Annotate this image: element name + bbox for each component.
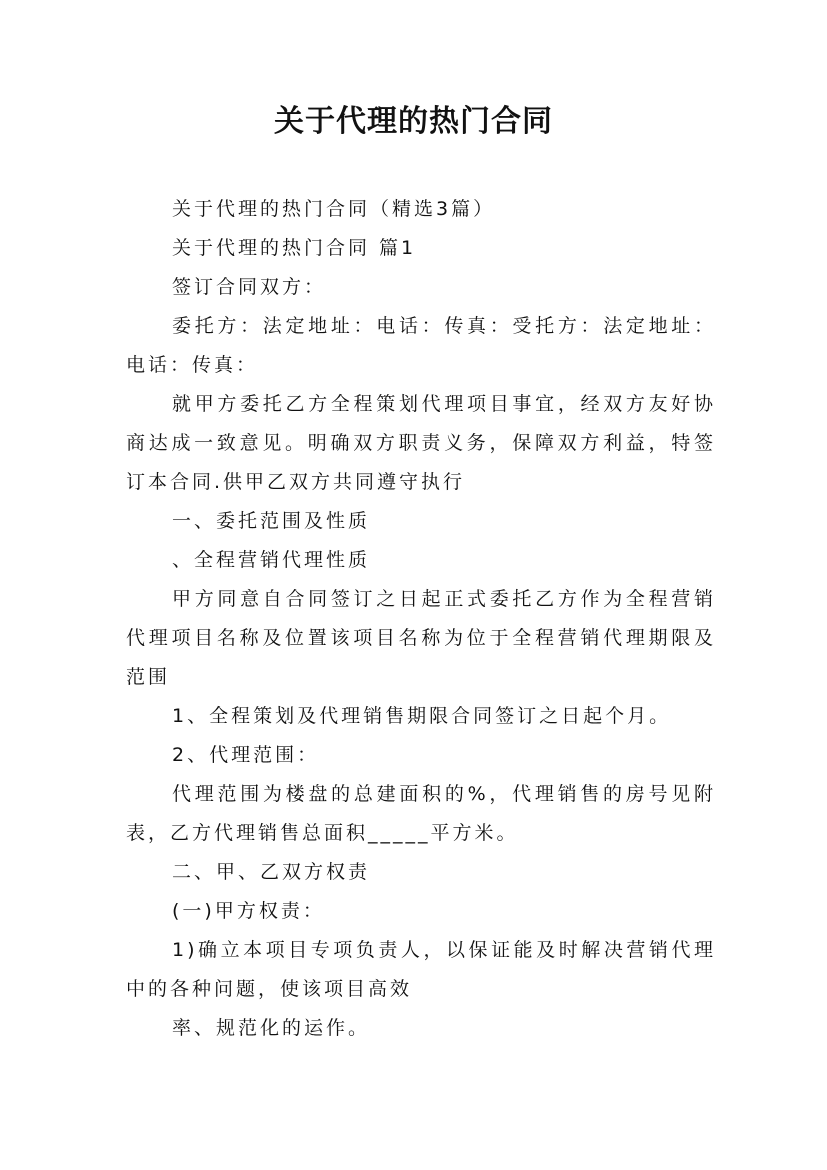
- paragraph: 二、甲、乙双方权责: [172, 861, 371, 883]
- document-body: [126, 190, 716, 1048]
- paragraph: 委托方：法定地址：电话：传真：受托方：法定地址：电话：传真：: [126, 315, 716, 376]
- paragraph: 甲方同意自合同签订之日起正式委托乙方作为全程营销代理项目名称及位置该项目名称为位于全程营销代理期限及范围: [126, 588, 716, 688]
- paragraph: 关于代理的热门合同 篇1: [172, 237, 417, 259]
- paragraph: 率、规范化的运作。: [172, 1017, 371, 1039]
- document-title: 关于代理的热门合同: [274, 104, 553, 139]
- paragraph: 、全程营销代理性质: [172, 549, 371, 571]
- paragraph: 1、全程策划及代理销售期限合同签订之日起个月。: [172, 705, 672, 727]
- paragraph: 关于代理的热门合同（精选3篇）: [172, 198, 496, 220]
- paragraph: (一)甲方权责：: [172, 900, 325, 922]
- paragraph: 一、委托范围及性质: [172, 510, 371, 532]
- paragraph: 就甲方委托乙方全程策划代理项目事宜，经双方友好协商达成一致意见。明确双方职责义务，保障双方利益，特签订本合同.供甲乙双方共同遵守执行: [126, 393, 716, 493]
- paragraph: 1)确立本项目专项负责人，以保证能及时解决营销代理中的各种问题，使该项目高效: [126, 939, 716, 1000]
- paragraph: 签订合同双方：: [172, 276, 327, 298]
- paragraph: 代理范围为楼盘的总建面积的%，代理销售的房号见附表，乙方代理销售总面积_____平方米。: [126, 783, 716, 844]
- paragraph: 2、代理范围：: [172, 744, 320, 766]
